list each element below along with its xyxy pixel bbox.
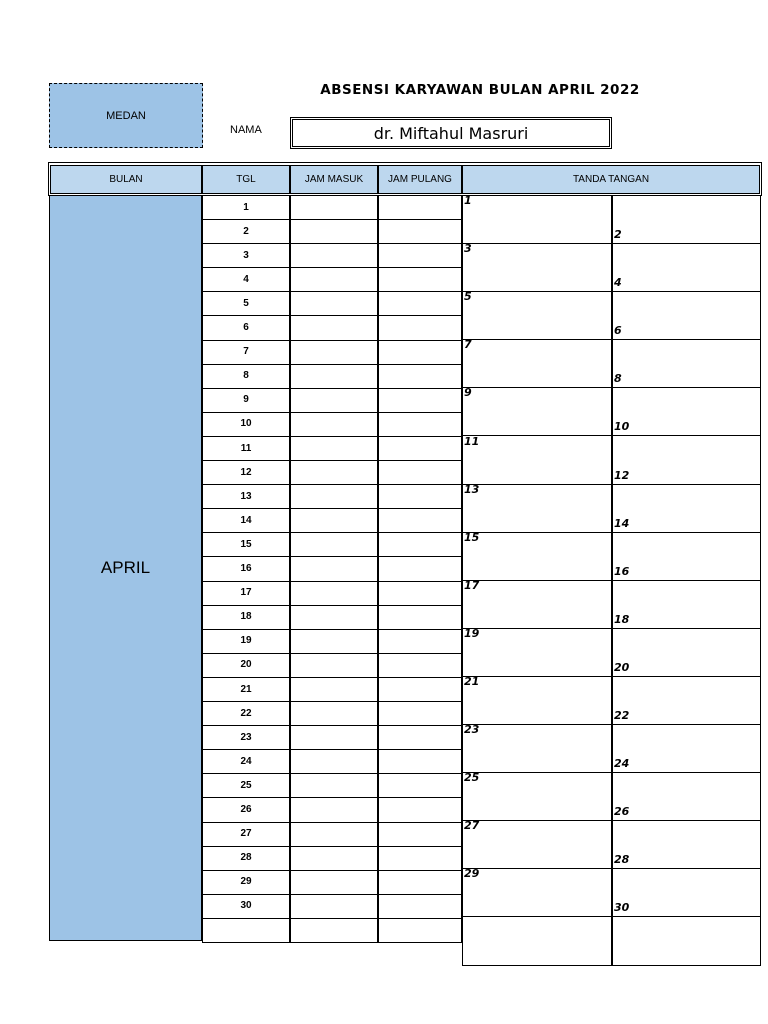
jam-masuk-cell[interactable] xyxy=(290,195,378,220)
header-tgl: TGL xyxy=(202,165,290,194)
signature-number: 28 xyxy=(614,853,630,867)
jam-masuk-cell[interactable] xyxy=(290,412,378,437)
jam-masuk-cell[interactable] xyxy=(290,484,378,509)
signature-cell[interactable] xyxy=(612,676,761,725)
tgl-cell: 5 xyxy=(202,291,290,316)
tgl-cell xyxy=(202,918,290,943)
signature-cell[interactable] xyxy=(612,436,761,485)
jam-masuk-cell[interactable] xyxy=(290,460,378,485)
jam-pulang-cell[interactable] xyxy=(378,918,462,943)
jam-pulang-cell[interactable] xyxy=(378,195,462,220)
tgl-cell: 6 xyxy=(202,316,290,341)
signature-cell[interactable] xyxy=(462,724,612,773)
jam-pulang-cell[interactable] xyxy=(378,605,462,630)
signature-number: 30 xyxy=(614,901,630,915)
signature-cell[interactable] xyxy=(462,820,612,869)
jam-masuk-cell[interactable] xyxy=(290,436,378,461)
signature-number: 16 xyxy=(614,564,630,578)
tgl-cell: 9 xyxy=(202,388,290,413)
signature-cell[interactable] xyxy=(462,580,612,629)
jam-masuk-cell[interactable] xyxy=(290,267,378,292)
jam-pulang-cell[interactable] xyxy=(378,340,462,365)
jam-masuk-cell[interactable] xyxy=(290,291,378,316)
signature-cell[interactable] xyxy=(462,339,612,388)
name-field[interactable] xyxy=(290,117,612,149)
jam-pulang-cell[interactable] xyxy=(378,822,462,847)
signature-cell[interactable] xyxy=(462,532,612,581)
tgl-cell: 10 xyxy=(202,412,290,437)
jam-pulang-cell[interactable] xyxy=(378,364,462,389)
jam-pulang-cell[interactable] xyxy=(378,581,462,606)
jam-masuk-cell[interactable] xyxy=(290,388,378,413)
jam-pulang-cell[interactable] xyxy=(378,653,462,678)
jam-pulang-cell[interactable] xyxy=(378,436,462,461)
signature-cell[interactable] xyxy=(612,820,761,869)
signature-number: 19 xyxy=(464,626,480,640)
signature-cell[interactable] xyxy=(612,772,761,821)
jam-pulang-cell[interactable] xyxy=(378,629,462,654)
signature-number: 12 xyxy=(614,468,630,482)
header-jam-pulang: JAM PULANG xyxy=(378,165,462,194)
header-tanda-tangan: TANDA TANGAN xyxy=(462,165,760,194)
tgl-cell: 3 xyxy=(202,243,290,268)
signature-number: 25 xyxy=(464,771,480,785)
jam-pulang-cell[interactable] xyxy=(378,460,462,485)
signature-cell[interactable] xyxy=(612,387,761,436)
tgl-cell: 13 xyxy=(202,484,290,509)
jam-pulang-cell[interactable] xyxy=(378,725,462,750)
jam-masuk-cell[interactable] xyxy=(290,918,378,943)
tgl-cell: 21 xyxy=(202,677,290,702)
signature-cell[interactable] xyxy=(462,628,612,677)
signature-number: 4 xyxy=(614,276,622,290)
signature-cell[interactable] xyxy=(612,917,761,966)
signature-cell[interactable] xyxy=(462,917,612,966)
tgl-cell: 15 xyxy=(202,532,290,557)
jam-pulang-cell[interactable] xyxy=(378,316,462,341)
signature-cell[interactable] xyxy=(612,868,761,917)
signature-number: 8 xyxy=(614,372,622,386)
signature-cell[interactable] xyxy=(462,291,612,340)
signature-cell[interactable] xyxy=(462,436,612,485)
signature-cell[interactable] xyxy=(462,387,612,436)
tgl-cell: 11 xyxy=(202,436,290,461)
tgl-cell: 22 xyxy=(202,701,290,726)
signature-number: 7 xyxy=(464,338,472,352)
jam-pulang-cell[interactable] xyxy=(378,846,462,871)
tgl-cell: 16 xyxy=(202,557,290,582)
jam-pulang-cell[interactable] xyxy=(378,798,462,823)
signature-cell[interactable] xyxy=(612,724,761,773)
signature-cell[interactable] xyxy=(462,243,612,292)
name-label: NAMA xyxy=(230,124,262,136)
tgl-cell: 12 xyxy=(202,460,290,485)
signature-cell[interactable] xyxy=(462,772,612,821)
signature-number: 29 xyxy=(464,867,480,881)
tgl-cell: 1 xyxy=(202,195,290,220)
jam-masuk-cell[interactable] xyxy=(290,822,378,847)
jam-pulang-cell[interactable] xyxy=(378,773,462,798)
signature-cell[interactable] xyxy=(612,532,761,581)
location-label: MEDAN xyxy=(106,109,146,122)
month-label: APRIL xyxy=(100,558,151,577)
signature-cell[interactable] xyxy=(612,339,761,388)
tgl-cell: 27 xyxy=(202,822,290,847)
signature-number: 22 xyxy=(614,709,630,723)
signature-number: 14 xyxy=(614,516,630,530)
signature-number: 27 xyxy=(464,819,480,833)
signature-cell[interactable] xyxy=(612,291,761,340)
tgl-cell: 30 xyxy=(202,894,290,919)
signature-cell[interactable] xyxy=(612,484,761,533)
jam-pulang-cell[interactable] xyxy=(378,894,462,919)
header-jam-masuk: JAM MASUK xyxy=(290,165,378,194)
signature-number: 15 xyxy=(464,530,480,544)
jam-masuk-cell[interactable] xyxy=(290,701,378,726)
jam-masuk-cell[interactable] xyxy=(290,798,378,823)
jam-masuk-cell[interactable] xyxy=(290,749,378,774)
signature-cell[interactable] xyxy=(612,195,761,244)
jam-pulang-cell[interactable] xyxy=(378,388,462,413)
tgl-cell: 20 xyxy=(202,653,290,678)
jam-masuk-cell[interactable] xyxy=(290,532,378,557)
signature-number: 24 xyxy=(614,757,630,771)
jam-masuk-cell[interactable] xyxy=(290,219,378,244)
jam-masuk-cell[interactable] xyxy=(290,316,378,341)
jam-pulang-cell[interactable] xyxy=(378,267,462,292)
month-cell xyxy=(49,195,202,941)
signature-number: 26 xyxy=(614,805,630,819)
tgl-cell: 23 xyxy=(202,725,290,750)
jam-masuk-cell[interactable] xyxy=(290,846,378,871)
signature-cell[interactable] xyxy=(612,243,761,292)
jam-masuk-cell[interactable] xyxy=(290,870,378,895)
tgl-cell: 14 xyxy=(202,508,290,533)
jam-masuk-cell[interactable] xyxy=(290,243,378,268)
tgl-cell: 19 xyxy=(202,629,290,654)
signature-cell[interactable] xyxy=(612,580,761,629)
tgl-cell: 24 xyxy=(202,749,290,774)
jam-pulang-cell[interactable] xyxy=(378,557,462,582)
jam-masuk-cell[interactable] xyxy=(290,364,378,389)
jam-masuk-cell[interactable] xyxy=(290,605,378,630)
signature-cell[interactable] xyxy=(462,195,612,244)
jam-pulang-cell[interactable] xyxy=(378,870,462,895)
signature-number: 17 xyxy=(464,578,480,592)
tgl-cell: 17 xyxy=(202,581,290,606)
tgl-cell: 25 xyxy=(202,773,290,798)
signature-number: 21 xyxy=(464,675,480,688)
tgl-cell: 2 xyxy=(202,219,290,244)
signature-number: 20 xyxy=(614,660,630,674)
header-bulan: BULAN xyxy=(50,165,202,194)
signature-cell[interactable] xyxy=(462,676,612,725)
jam-pulang-cell[interactable] xyxy=(378,219,462,244)
signature-cell[interactable] xyxy=(462,868,612,917)
jam-pulang-cell[interactable] xyxy=(378,749,462,774)
jam-pulang-cell[interactable] xyxy=(378,484,462,509)
jam-masuk-cell[interactable] xyxy=(290,508,378,533)
page-title: ABSENSI KARYAWAN BULAN APRIL 2022 xyxy=(320,82,640,98)
signature-number: 11 xyxy=(464,434,480,448)
tgl-cell: 7 xyxy=(202,340,290,365)
jam-masuk-cell[interactable] xyxy=(290,725,378,750)
tgl-cell: 29 xyxy=(202,870,290,895)
jam-masuk-cell[interactable] xyxy=(290,677,378,702)
signature-number: 9 xyxy=(464,386,472,400)
signature-number: 10 xyxy=(614,420,630,434)
location-box xyxy=(49,83,203,148)
jam-masuk-cell[interactable] xyxy=(290,894,378,919)
jam-masuk-cell[interactable] xyxy=(290,629,378,654)
tgl-cell: 18 xyxy=(202,605,290,630)
jam-pulang-cell[interactable] xyxy=(378,532,462,557)
jam-masuk-cell[interactable] xyxy=(290,557,378,582)
name-value: dr. Miftahul Masruri xyxy=(373,123,529,143)
jam-pulang-cell[interactable] xyxy=(378,677,462,702)
tgl-cell: 26 xyxy=(202,798,290,823)
signature-number: 6 xyxy=(614,324,622,338)
tgl-cell: 28 xyxy=(202,846,290,871)
signature-number: 5 xyxy=(464,290,472,304)
jam-masuk-cell[interactable] xyxy=(290,773,378,798)
signature-number: 13 xyxy=(464,482,480,496)
signature-cell[interactable] xyxy=(462,484,612,533)
jam-pulang-cell[interactable] xyxy=(378,508,462,533)
jam-masuk-cell[interactable] xyxy=(290,340,378,365)
signature-number: 3 xyxy=(464,242,472,256)
jam-pulang-cell[interactable] xyxy=(378,412,462,437)
jam-masuk-cell[interactable] xyxy=(290,653,378,678)
signature-number: 2 xyxy=(614,228,622,242)
jam-pulang-cell[interactable] xyxy=(378,701,462,726)
tgl-cell: 4 xyxy=(202,267,290,292)
jam-pulang-cell[interactable] xyxy=(378,291,462,316)
signature-number: 23 xyxy=(464,723,480,737)
signature-number: 18 xyxy=(614,612,630,626)
jam-pulang-cell[interactable] xyxy=(378,243,462,268)
signature-cell[interactable] xyxy=(612,628,761,677)
jam-masuk-cell[interactable] xyxy=(290,581,378,606)
signature-number: 1 xyxy=(464,194,472,207)
tgl-cell: 8 xyxy=(202,364,290,389)
